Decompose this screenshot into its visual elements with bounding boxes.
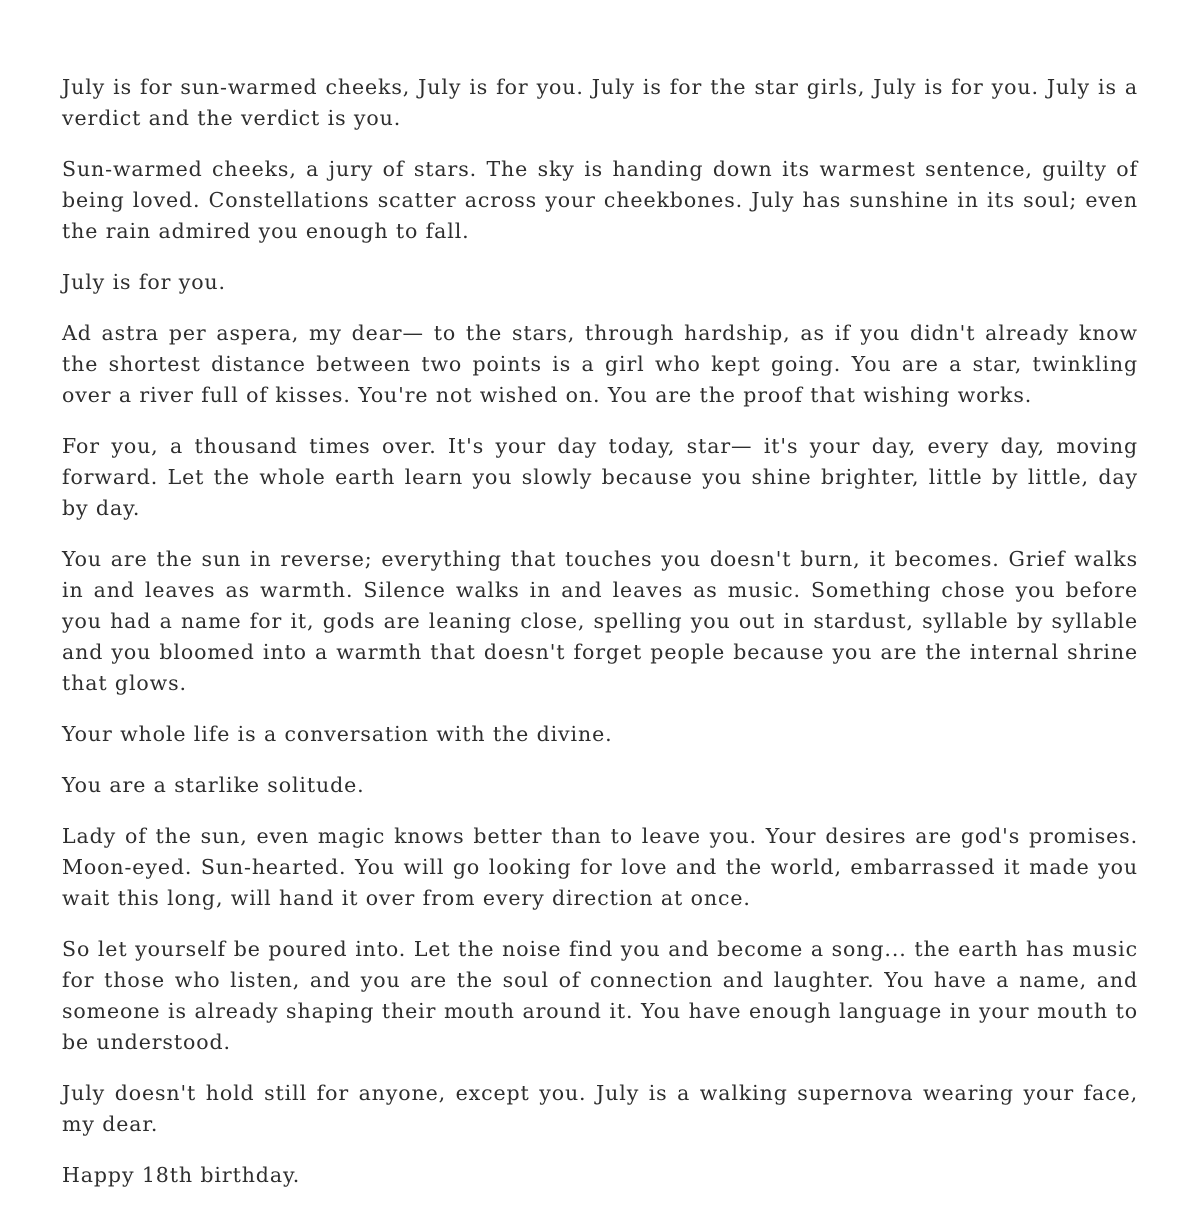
paragraph-10: So let yourself be poured into. Let the noise find you and become a song... the earth has music for those who listen, and you are the soul of connection and laughter. You have a name, and someone is already shaping their mouth around it. You have enough language in your mouth to be understood.	[62, 937, 1138, 1054]
paragraph-3: July is for you.	[62, 270, 226, 294]
paragraph-6: You are the sun in reverse; everything that touches you doesn't burn, it becomes. Grief walks in and leaves as warmth. Silence walks in and leaves as music. Something chose you before you had a name for it, gods are leaning close, spelling you out in stardust, syllable by syllable and you bloomed into a warmth that doesn't forget people because you are the internal shrine that glows.	[62, 547, 1138, 695]
paragraph-5: For you, a thousand times over. It's your day today, star— it's your day, every day, moving forward. Let the whole earth learn you slowly because you shine brighter, little by little, day by day.	[62, 434, 1138, 520]
paragraph-4: Ad astra per aspera, my dear— to the stars, through hardship, as if you didn't already know the shortest distance between two points is a girl who kept going. You are a star, twinkling over a river full of kisses. You're not wished on. You are the proof that wishing works.	[62, 321, 1138, 407]
paragraph-1: July is for sun-warmed cheeks, July is for you. July is for the star girls, July is for you. July is a verdict and the verdict is you.	[62, 75, 1138, 130]
paragraph-11: July doesn't hold still for anyone, except you. July is a walking supernova wearing your face, my dear.	[62, 1081, 1138, 1136]
paragraph-9: Lady of the sun, even magic knows better than to leave you. Your desires are god's promises. Moon-eyed. Sun-hearted. You will go looking for love and the world, embarrassed it made you wait this long, will hand it over from every direction at once.	[62, 824, 1138, 910]
paragraph-2: Sun-warmed cheeks, a jury of stars. The sky is handing down its warmest sentence, guilty of being loved. Constellations scatter across your cheekbones. July has sunshine in its soul; even the rain admired you enough to fall.	[62, 157, 1138, 243]
paragraph-7: Your whole life is a conversation with the divine.	[62, 722, 613, 746]
closing-line: Happy 18th birthday.	[62, 1163, 301, 1187]
letter-body	[62, 72, 1138, 1211]
paragraph-8: You are a starlike solitude.	[62, 773, 365, 797]
